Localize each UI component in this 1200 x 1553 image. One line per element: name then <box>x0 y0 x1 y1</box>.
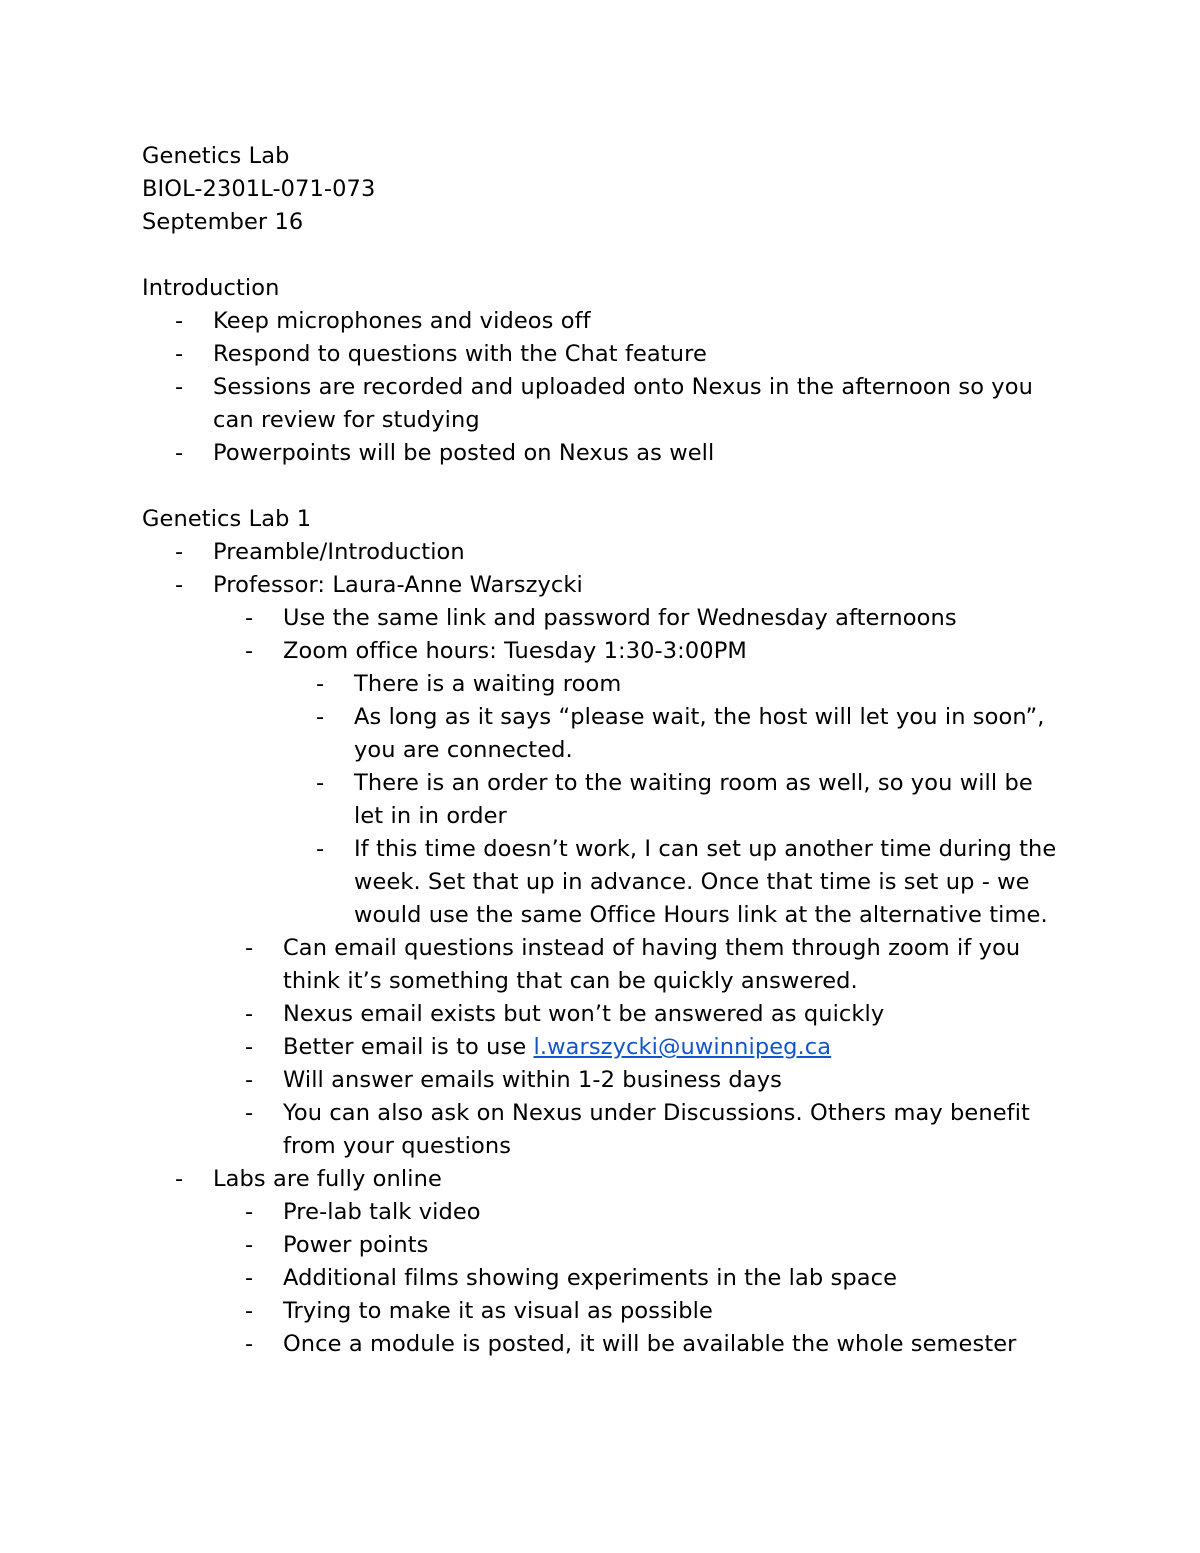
bullet-dash: - <box>316 770 325 796</box>
bullet-dash: - <box>245 1298 254 1324</box>
list-item <box>142 1196 1062 1229</box>
list-item <box>142 701 1062 767</box>
bullet-dash: - <box>175 374 184 400</box>
list-item <box>142 668 1062 701</box>
bullet-dash: - <box>175 440 184 466</box>
spacer <box>142 239 1062 272</box>
list-item-text: Keep microphones and videos off <box>213 308 591 334</box>
list-item <box>142 1097 1062 1163</box>
document-page <box>142 140 1062 1361</box>
bullet-dash: - <box>245 638 254 664</box>
list-item-text: Once a module is posted, it will be available the whole semester <box>283 1331 1017 1357</box>
list-item <box>142 338 1062 371</box>
list-item-text: Nexus email exists but won’t be answered as quickly <box>283 1001 885 1027</box>
bullet-dash: - <box>245 1001 254 1027</box>
list-item <box>142 635 1062 668</box>
list-item <box>142 932 1062 998</box>
list-item <box>142 1064 1062 1097</box>
list-item-text: Power points <box>283 1232 429 1258</box>
bullet-dash: - <box>316 671 325 697</box>
bullet-dash: - <box>245 605 254 631</box>
bullet-dash: - <box>175 341 184 367</box>
spacer <box>142 470 1062 503</box>
list-item <box>142 536 1062 569</box>
list-item <box>142 569 1062 602</box>
list-item-text: Preamble/Introduction <box>213 539 465 565</box>
bullet-dash: - <box>245 1100 254 1126</box>
list-item <box>142 833 1062 932</box>
bullet-dash: - <box>245 1265 254 1291</box>
list-item-text: Respond to questions with the Chat feature <box>213 341 707 367</box>
bullet-dash: - <box>175 572 184 598</box>
email-link[interactable]: l.warszycki@uwinnipeg.ca <box>533 1034 832 1060</box>
lab1-heading: Genetics Lab 1 <box>142 506 312 532</box>
professor-name: Professor: Laura-Anne Warszycki <box>213 572 583 598</box>
bullet-dash: - <box>175 308 184 334</box>
list-item-text: There is an order to the waiting room as well, so you will be let in in order <box>354 770 1033 829</box>
course-title: Genetics Lab <box>142 143 290 169</box>
list-item <box>142 767 1062 833</box>
bullet-dash: - <box>175 1166 184 1192</box>
bullet-dash: - <box>316 836 325 862</box>
list-item <box>142 1229 1062 1262</box>
list-item-text: Pre-lab talk video <box>283 1199 481 1225</box>
list-item-text: Powerpoints will be posted on Nexus as well <box>213 440 715 466</box>
list-item <box>142 1163 1062 1196</box>
course-code: BIOL-2301L-071-073 <box>142 176 376 202</box>
introduction-heading: Introduction <box>142 275 280 301</box>
bullet-dash: - <box>245 1067 254 1093</box>
list-item-text: Trying to make it as visual as possible <box>283 1298 713 1324</box>
list-item <box>142 602 1062 635</box>
list-item <box>142 305 1062 338</box>
lecture-date: September 16 <box>142 209 304 235</box>
list-item <box>142 437 1062 470</box>
list-item-text: Labs are fully online <box>213 1166 442 1192</box>
bullet-dash: - <box>245 1232 254 1258</box>
bullet-dash: - <box>175 539 184 565</box>
bullet-dash: - <box>245 1199 254 1225</box>
list-item <box>142 1262 1062 1295</box>
list-item <box>142 1031 1062 1064</box>
list-item <box>142 371 1062 437</box>
list-item-text: As long as it says “please wait, the host will let you in soon”, you are connected. <box>354 704 1045 763</box>
list-item-text: If this time doesn’t work, I can set up another time during the week. Set that up in advance. Once that time is set up - we would use the same Office Hours link at the alternative time. <box>354 836 1057 928</box>
list-item <box>142 1328 1062 1361</box>
list-item-text <box>283 1031 1062 1064</box>
list-item-text: You can also ask on Nexus under Discussions. Others may benefit from your questions <box>283 1100 1030 1159</box>
bullet-dash: - <box>316 704 325 730</box>
list-item-text: Can email questions instead of having them through zoom if you think it’s something that can be quickly answered. <box>283 935 1021 994</box>
bullet-dash: - <box>245 935 254 961</box>
list-item-text: There is a waiting room <box>354 671 622 697</box>
list-item <box>142 1295 1062 1328</box>
list-item-text: Additional films showing experiments in the lab space <box>283 1265 898 1291</box>
bullet-dash: - <box>245 1034 254 1060</box>
email-prefix: Better email is to use <box>283 1034 534 1060</box>
office-hours: Zoom office hours: Tuesday 1:30-3:00PM <box>283 638 747 664</box>
list-item-text: Sessions are recorded and uploaded onto Nexus in the afternoon so you can review for studying <box>213 374 1033 433</box>
bullet-dash: - <box>245 1331 254 1357</box>
list-item <box>142 998 1062 1031</box>
list-item-text: Will answer emails within 1-2 business days <box>283 1067 782 1093</box>
list-item-text: Use the same link and password for Wednesday afternoons <box>283 605 957 631</box>
